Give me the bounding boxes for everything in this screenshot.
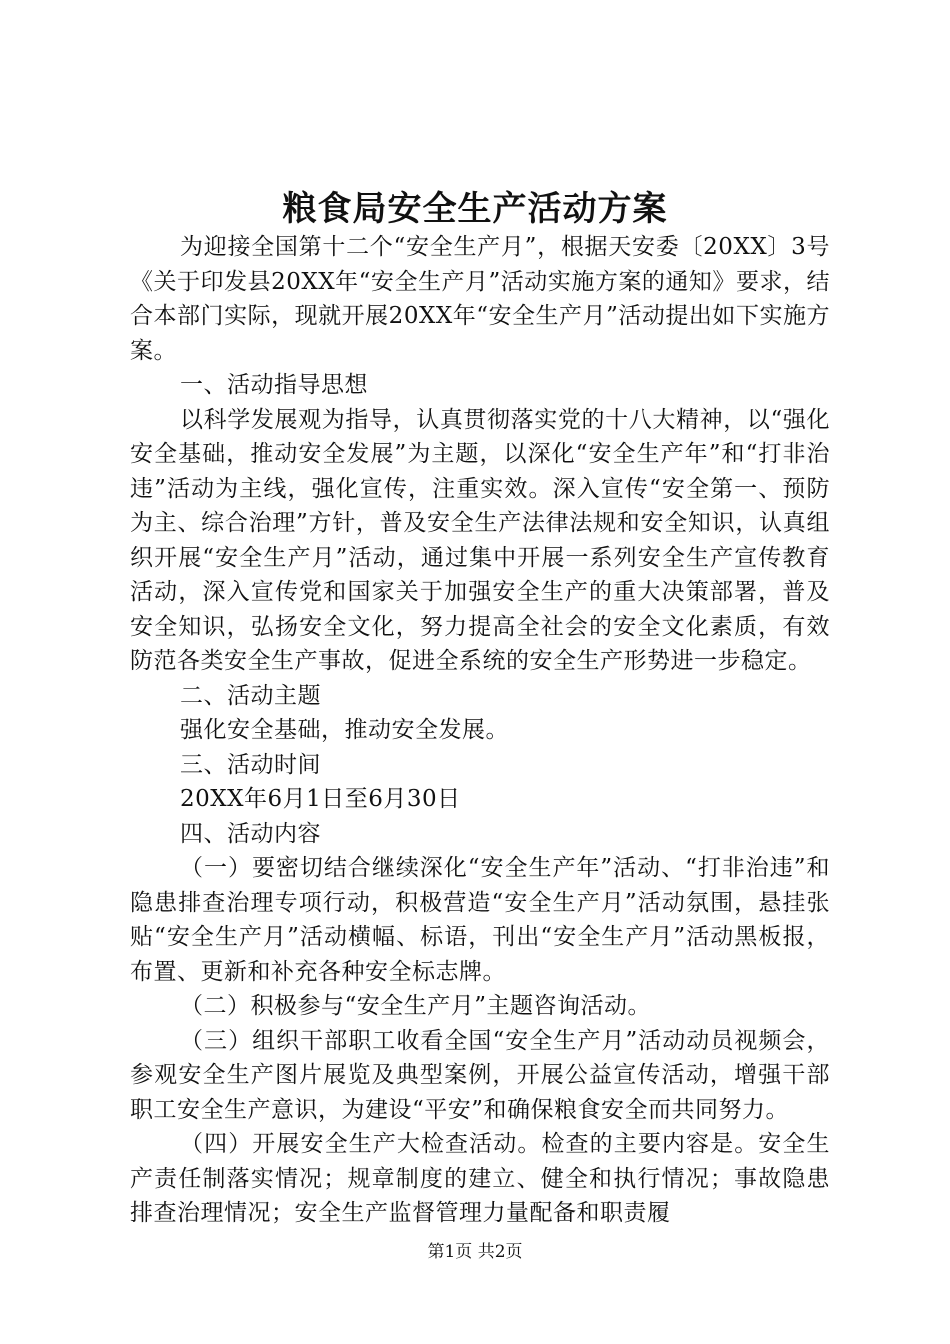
- guiding-ideology-paragraph: 以科学发展观为指导，认真贯彻落实党的十八大精神，以“强化安全基础，推动安全发展”为主题，以深化“安全生产年”和“打非治违”活动为主线，强化宣传，注重实效。深入宣传“安全第一、预防为主、综合治理”方针，普及安全生产法律法规和安全知识，认真组织开展“安全生产月”活动，通过集中开展一系列安全生产宣传教育活动，深入宣传党和国家关于加强安全生产的重大决策部署，普及安全知识，弘扬安全文化，努力提高全社会的安全文化素质，有效防范各类安全生产事故，促进全系统的安全生产形势进一步稳定。: [130, 406, 830, 674]
- content-item-4: （四）开展安全生产大检查活动。检查的主要内容是。安全生产责任制落实情况；规章制度的建立、健全和执行情况；事故隐患排查治理情况；安全生产监督管理力量配备和职责履: [130, 1131, 830, 1226]
- theme-paragraph: 强化安全基础，推动安全发展。: [180, 717, 509, 743]
- section-heading-content: 四、活动内容: [180, 820, 321, 847]
- document-body: [130, 230, 830, 1231]
- intro-paragraph: 为迎接全国第十二个“安全生产月”，根据天安委〔20XX〕3号《关于印发县20XX年“安全生产月”活动实施方案的通知》要求，结合本部门实际，现就开展20XX年“安全生产月”活动提出如下实施方案。: [130, 234, 830, 364]
- page-footer: 第1页 共2页: [427, 1242, 523, 1262]
- section-heading-time: 三、活动时间: [180, 751, 321, 778]
- time-paragraph: 20XX年6月1日至6月30日: [180, 786, 461, 812]
- content-item-3: （三）组织干部职工收看全国“安全生产月”活动动员视频会，参观安全生产图片展览及典型案例，开展公益宣传活动，增强干部职工安全生产意识，为建设“平安”和确保粮食安全而共同努力。: [130, 1027, 830, 1123]
- content-item-1: （一）要密切结合继续深化“安全生产年”活动、“打非治违”和隐患排查治理专项行动，积极营造“安全生产月”活动氛围，悬挂张贴“安全生产月”活动横幅、标语，刊出“安全生产月”活动黑板报，布置、更新和补充各种安全标志牌。: [130, 855, 830, 985]
- content-item-2: （二）积极参与“安全生产月”主题咨询活动。: [180, 993, 652, 1019]
- document-title: 粮食局安全生产活动方案: [282, 189, 668, 229]
- section-heading-guiding-ideology: 一、活动指导思想: [180, 372, 368, 398]
- section-heading-theme: 二、活动主题: [180, 682, 321, 709]
